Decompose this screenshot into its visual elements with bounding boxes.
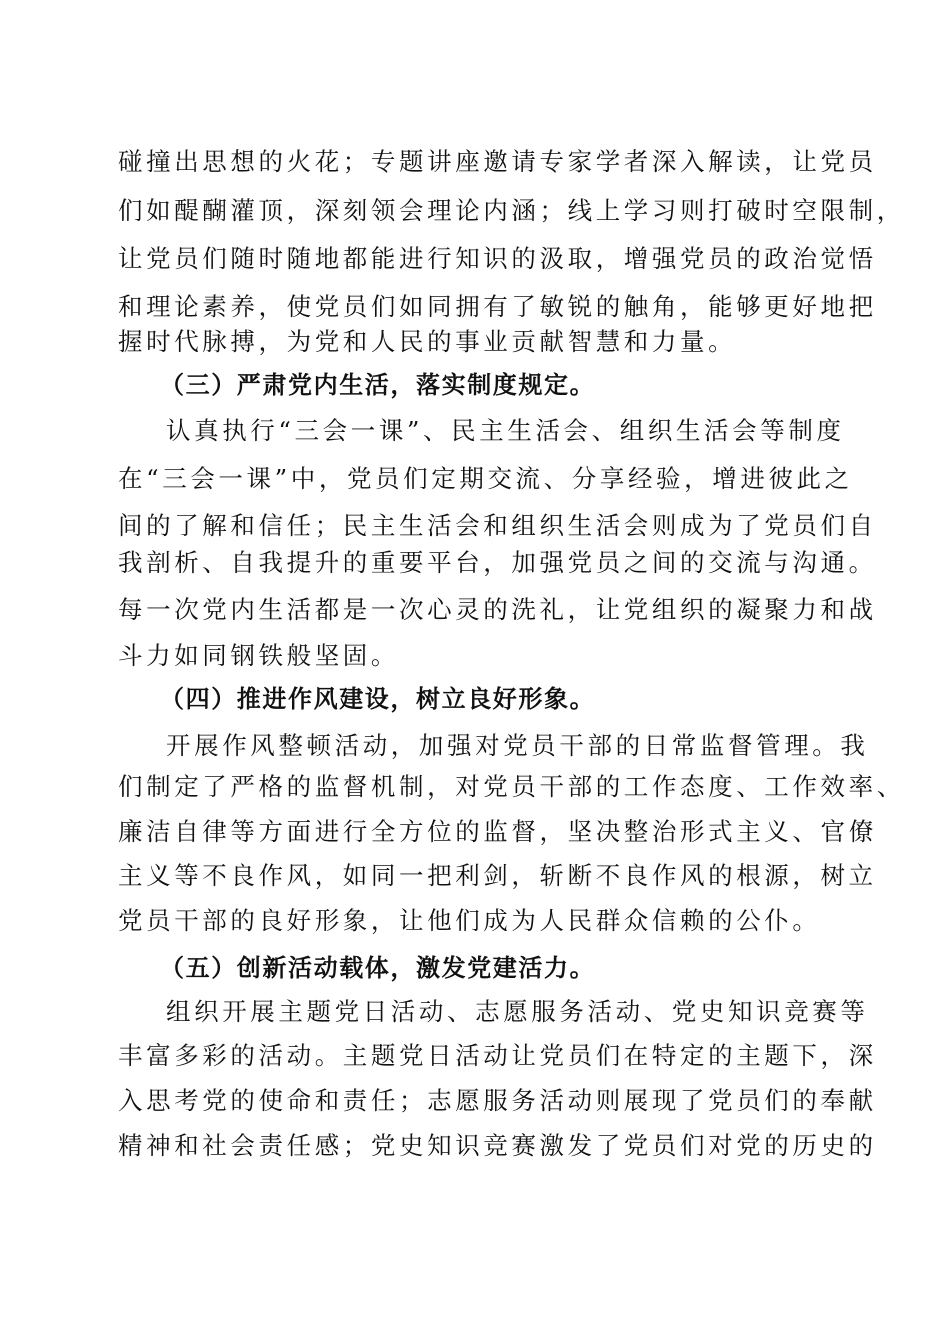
body-text-line: 握时代脉搏，为党和人民的事业贡献智慧和力量。 (118, 327, 737, 356)
body-text-line: 斗力如同钢铁般坚固。 (118, 641, 399, 670)
paragraph-first-line: 组织开展主题党日活动、志愿服务活动、党史知识竞赛等 (166, 997, 869, 1026)
body-text-line: 精神和社会责任感；党史知识竞赛激发了党员们对党的历史的 (118, 1131, 877, 1160)
body-text-line: 党员干部的良好形象，让他们成为人民群众信赖的公仆。 (118, 906, 821, 935)
section-heading-5: （五）创新活动载体，激发党建活力。 (160, 954, 596, 982)
body-text-line: 主义等不良作风，如同一把利剑，斩断不良作风的根源，树立 (118, 861, 877, 890)
body-text-line: 在“三会一课”中，党员们定期交流、分享经验，增进彼此之 (118, 464, 853, 493)
body-text-line: 让党员们随时随地都能进行知识的汲取，增强党员的政治觉悟 (118, 244, 877, 273)
body-text-line: 我剖析、自我提升的重要平台，加强党员之间的交流与沟通。 (118, 548, 877, 577)
section-heading-3: （三）严肃党内生活，落实制度规定。 (160, 371, 596, 399)
body-text-line: 碰撞出思想的火花；专题讲座邀请专家学者深入解读，让党员 (118, 147, 877, 176)
body-text-line: 廉洁自律等方面进行全方位的监督，坚决整治形式主义、官僚 (118, 817, 877, 846)
body-text-line: 丰富多彩的活动。主题党日活动让党员们在特定的主题下，深 (118, 1041, 877, 1070)
body-text-line: 入思考党的使命和责任；志愿服务活动则展现了党员们的奉献 (118, 1086, 877, 1115)
body-text-line: 间的了解和信任；民主生活会和组织生活会则成为了党员们自 (118, 511, 877, 540)
body-text-line: 们如醍醐灌顶，深刻领会理论内涵；线上学习则打破时空限制， (118, 196, 905, 225)
body-text-line: 每一次党内生活都是一次心灵的洗礼，让党组织的凝聚力和战 (118, 595, 877, 624)
paragraph-first-line: 开展作风整顿活动，加强对党员干部的日常监督管理。我 (166, 731, 869, 760)
paragraph-first-line: 认真执行“三会一课”、民主生活会、组织生活会等制度 (166, 416, 845, 445)
body-text-line: 和理论素养，使党员们如同拥有了敏锐的触角，能够更好地把 (118, 292, 877, 321)
section-heading-4: （四）推进作风建设，树立良好形象。 (160, 685, 596, 713)
body-text-line: 们制定了严格的监督机制，对党员干部的工作态度、工作效率、 (118, 772, 905, 801)
